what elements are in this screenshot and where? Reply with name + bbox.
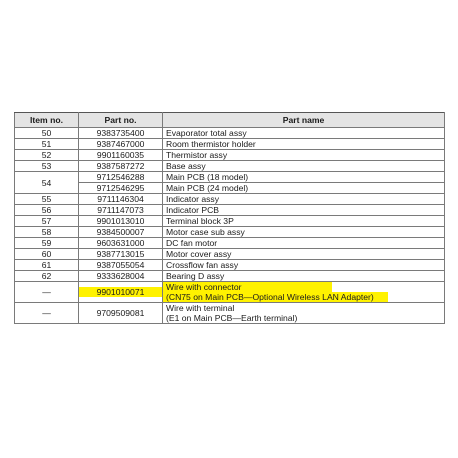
item-no-cell: 57 bbox=[15, 216, 79, 227]
item-no-cell: 56 bbox=[15, 205, 79, 216]
part-name-line: Base assy bbox=[166, 161, 206, 171]
table-row bbox=[15, 303, 445, 324]
table-row bbox=[15, 216, 445, 227]
part-no-cell: 9387055054 bbox=[79, 260, 163, 271]
part-name-cell bbox=[163, 238, 445, 249]
part-no-cell bbox=[79, 282, 163, 303]
table-row bbox=[15, 238, 445, 249]
header-part-name: Part name bbox=[163, 113, 445, 128]
part-name-cell bbox=[163, 161, 445, 172]
table-row bbox=[15, 227, 445, 238]
highlighted-part-no: 9901010071 bbox=[79, 287, 162, 297]
part-no-cell: 9712546295 bbox=[79, 183, 163, 194]
part-no-cell: 9603631000 bbox=[79, 238, 163, 249]
header-item-no: Item no. bbox=[15, 113, 79, 128]
part-no-cell: 9712546288 bbox=[79, 172, 163, 183]
part-name-cell bbox=[163, 183, 445, 194]
part-name-cell bbox=[163, 150, 445, 161]
part-name-line: Wire with terminal bbox=[166, 303, 235, 313]
part-name-line: Thermistor assy bbox=[166, 150, 228, 160]
item-no-cell: 54 bbox=[15, 172, 79, 194]
item-no-cell: 60 bbox=[15, 249, 79, 260]
part-name-line: Indicator assy bbox=[166, 194, 220, 204]
part-name-line: Motor cover assy bbox=[166, 249, 232, 259]
part-name-line: Room thermistor holder bbox=[166, 139, 256, 149]
header-row bbox=[15, 113, 445, 128]
part-no-cell: 9709509081 bbox=[79, 303, 163, 324]
part-name-line: Evaporator total assy bbox=[166, 128, 247, 138]
part-no-cell: 9333628004 bbox=[79, 271, 163, 282]
table-row bbox=[15, 161, 445, 172]
item-no-cell: 52 bbox=[15, 150, 79, 161]
header-part-no: Part no. bbox=[79, 113, 163, 128]
part-no-cell: 9384500007 bbox=[79, 227, 163, 238]
item-no-cell: — bbox=[15, 282, 79, 303]
part-name-note: (E1 on Main PCB—Earth terminal) bbox=[166, 313, 298, 323]
part-name-line: Main PCB (18 model) bbox=[166, 172, 249, 182]
table-row bbox=[15, 172, 445, 183]
part-no-cell: 9711146304 bbox=[79, 194, 163, 205]
part-no-cell: 9711147073 bbox=[79, 205, 163, 216]
table-row bbox=[15, 282, 445, 303]
part-name-cell bbox=[163, 128, 445, 139]
table-row bbox=[15, 260, 445, 271]
table-row bbox=[15, 205, 445, 216]
table-row bbox=[15, 150, 445, 161]
part-no-cell: 9387467000 bbox=[79, 139, 163, 150]
part-name-cell bbox=[163, 172, 445, 183]
part-no-cell: 9383735400 bbox=[79, 128, 163, 139]
part-name-note: (CN75 on Main PCB—Optional Wireless LAN Adapter) bbox=[163, 292, 388, 302]
part-name-cell bbox=[163, 205, 445, 216]
parts-table bbox=[14, 112, 445, 324]
part-name-cell bbox=[163, 216, 445, 227]
item-no-cell: — bbox=[15, 303, 79, 324]
part-name-cell bbox=[163, 260, 445, 271]
part-name-line: Bearing D assy bbox=[166, 271, 225, 281]
item-no-cell: 58 bbox=[15, 227, 79, 238]
table-row bbox=[15, 271, 445, 282]
table-row bbox=[15, 139, 445, 150]
part-name-cell bbox=[163, 194, 445, 205]
part-name-line: Wire with connector bbox=[163, 282, 332, 292]
table-row bbox=[15, 183, 445, 194]
part-name-line: Terminal block 3P bbox=[166, 216, 234, 226]
table-row bbox=[15, 128, 445, 139]
part-no-cell: 9387587272 bbox=[79, 161, 163, 172]
part-no-cell: 9901160035 bbox=[79, 150, 163, 161]
part-name-line: Crossflow fan assy bbox=[166, 260, 239, 270]
part-name-cell bbox=[163, 139, 445, 150]
item-no-cell: 61 bbox=[15, 260, 79, 271]
part-name-line: Main PCB (24 model) bbox=[166, 183, 249, 193]
table-body bbox=[15, 128, 445, 324]
part-name-cell bbox=[163, 227, 445, 238]
item-no-cell: 59 bbox=[15, 238, 79, 249]
item-no-cell: 55 bbox=[15, 194, 79, 205]
item-no-cell: 62 bbox=[15, 271, 79, 282]
part-name-line: Motor case sub assy bbox=[166, 227, 245, 237]
part-name-cell bbox=[163, 282, 445, 303]
part-no-cell: 9901013010 bbox=[79, 216, 163, 227]
part-name-cell bbox=[163, 271, 445, 282]
part-name-cell bbox=[163, 249, 445, 260]
table-row bbox=[15, 249, 445, 260]
item-no-cell: 50 bbox=[15, 128, 79, 139]
item-no-cell: 53 bbox=[15, 161, 79, 172]
table-header bbox=[15, 113, 445, 128]
part-name-cell bbox=[163, 303, 445, 324]
table-row bbox=[15, 194, 445, 205]
part-name-line: DC fan motor bbox=[166, 238, 218, 248]
part-name-line: Indicator PCB bbox=[166, 205, 220, 215]
item-no-cell: 51 bbox=[15, 139, 79, 150]
part-no-cell: 9387713015 bbox=[79, 249, 163, 260]
